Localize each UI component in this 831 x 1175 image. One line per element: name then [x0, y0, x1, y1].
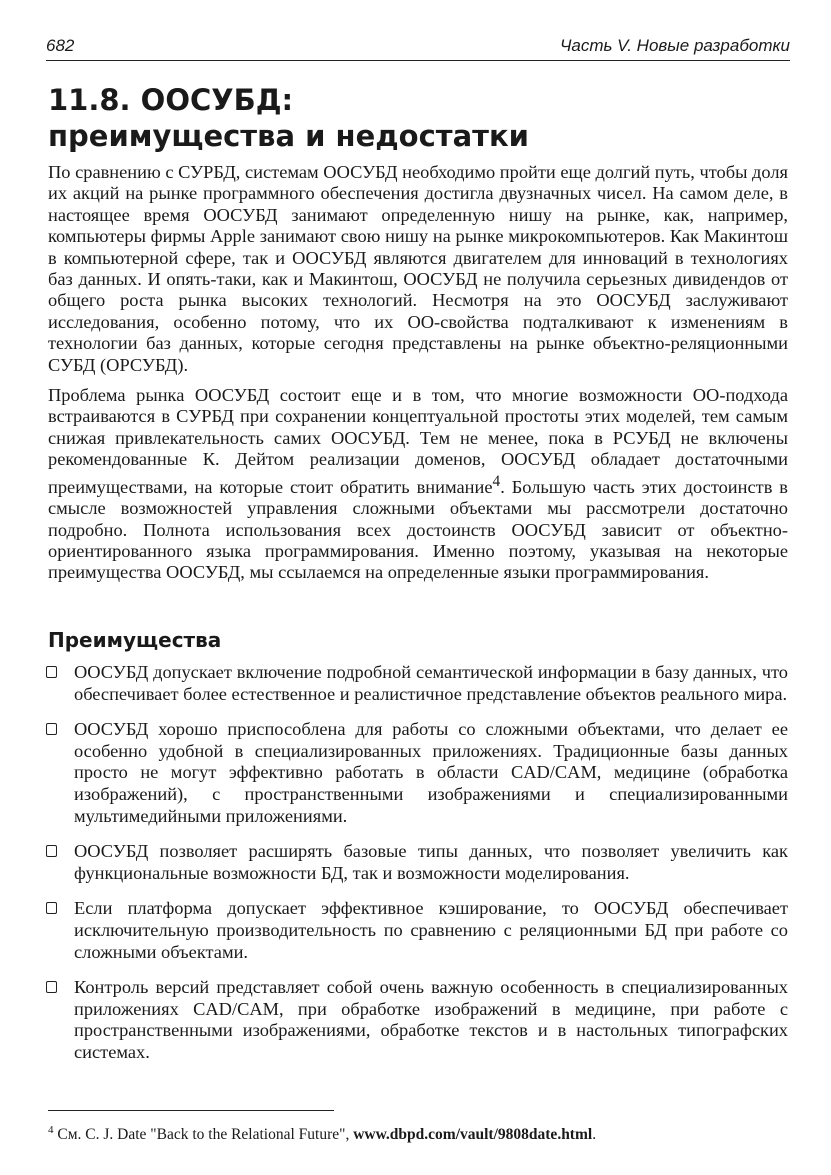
- list-item: [40, 719, 788, 827]
- checkbox-bullet-icon: [46, 723, 57, 735]
- list-item-text: ООСУБД позволяет расширять базовые типы данных, что позволяет увеличить как функциональные возможности БД, так и возможности моделирования.: [74, 841, 788, 883]
- list-item-text: ООСУБД допускает включение подробной семантической информации в базу данных, что обеспечивает более естественное и реалистичное представление объектов реального мира.: [74, 662, 788, 704]
- footnote-text: См. С. J. Date "Back to the Relational Future",: [53, 1126, 354, 1144]
- advantages-list: [40, 662, 788, 1078]
- section-title-line1: 11.8. ООСУБД:: [48, 83, 294, 117]
- list-item-text: Если платформа допускает эффективное кэширование, то ООСУБД обеспечивает исключительную производительность по сравнению с реляционными БД при работе со сложными объектами.: [74, 898, 788, 962]
- part-title: Часть V. Новые разработки: [559, 36, 790, 55]
- footnote-divider: [48, 1110, 334, 1111]
- list-item-text: ООСУБД хорошо приспособлена для работы со сложными объектами, что делает ее особенно удобной в специализированных приложениях. Традиционные базы данных просто не могут эффективно работать в области CAD/CAM, медицине (обработка изображений), с пространственными изображениями и специализированными мультимедийными приложениями.: [74, 719, 788, 826]
- list-item: [40, 898, 788, 963]
- checkbox-bullet-icon: [46, 981, 57, 993]
- advantages-heading: Преимущества: [48, 628, 222, 652]
- section-title: [48, 82, 788, 154]
- paragraph-market-problem: Проблема рынка ООСУБД состоит еще и в том, что многие возможности ОО-подхода встраиваются в СУРБД при сохранении концептуальной простоты этих моделей, тем самым снижая привлекательность самих ООСУБД. Тем не менее, пока в РСУБД не включены рекомендованные К. Дейтом реализации доменов, ООСУБД обладает достаточными преимуществами, на которые стоит обратить внимание$^4$. Большую часть этих достоинств в смысле возможностей управления сложными объектами мы рассмотрели достаточно подробно. Полнота использования всех достоинств ООСУБД зависит от объектно-ориентированного языка программирования. Именно поэтому, указывая на некоторые преимущества ООСУБД, мы ссылаемся на определенные языки программирования.: [48, 385, 788, 583]
- checkbox-bullet-icon: [46, 845, 57, 857]
- list-item: [40, 662, 788, 705]
- footnote-number: 4: [48, 1124, 54, 1136]
- paragraph-market-problem-cont: Большую часть этих достоинств в смысле возможностей управления сложными объектами мы рассмотрели достаточно подробно. Полнота использования всех достоинств ООСУБД зависит от объектно-ориентированного языка программирования. Именно поэтому, указывая на некоторые преимущества ООСУБД, мы ссылаемся на определенные языки программирования.: [48, 476, 788, 583]
- footnote: [48, 1120, 788, 1145]
- list-item: [40, 841, 788, 884]
- paragraph-market-problem-text: Проблема рынка ООСУБД состоит еще и в том, что многие возможности ОО-подхода встраиваются в СУРБД при сохранении концептуальной простоты этих моделей, тем самым снижая привлекательность самих ООСУБД. Тем не менее, пока в РСУБД не включены рекомендованные К. Дейтом реализации доменов, ООСУБД обладает достаточными преимуществами, на которые стоит обратить внимание: [48, 385, 788, 497]
- section-title-line2: преимущества и недостатки: [48, 119, 529, 153]
- paragraph-intro: По сравнению с СУРБД, системам ООСУБД необходимо пройти еще долгий путь, чтобы доля их акций на рынке программного обеспечения достигла двузначных чисел. На самом деле, в настоящее время ООСУБД занимают определенную нишу на рынке, как, например, компьютеры фирмы Apple занимают свою нишу на рынке микрокомпьютеров. Как Макинтош в компьютерной сфере, так и ООСУБД являются двигателем для инноваций в технологиях баз данных. И опять-таки, как и Макинтош, ООСУБД не получила серьезных дивидендов от общего роста рынка высоких технологий. Несмотря на это ООСУБД заслуживают исследования, особенно потому, что их ОО-свойства подталкивают к изменениям в технологии баз данных, которые сегодня представлены на рынке объектно-реляционными СУБД (ОРСУБД).: [48, 162, 788, 375]
- checkbox-bullet-icon: [46, 666, 57, 678]
- list-item-text: Контроль версий представляет собой очень важную особенность в специализированных приложениях CAD/CAM, при обработке изображений в медицине, при работе с пространственными изображениями, обработке текстов и в настольных типографских системах.: [74, 977, 788, 1062]
- list-item: [40, 977, 788, 1063]
- footnote-ref[interactable]: 4: [492, 472, 501, 490]
- footnote-link[interactable]: www.dbpd.com/vault/9808date.html: [353, 1126, 593, 1144]
- running-header: [46, 34, 790, 61]
- footnote-end: .: [592, 1126, 597, 1144]
- page-number: 682: [46, 36, 75, 55]
- checkbox-bullet-icon: [46, 902, 57, 914]
